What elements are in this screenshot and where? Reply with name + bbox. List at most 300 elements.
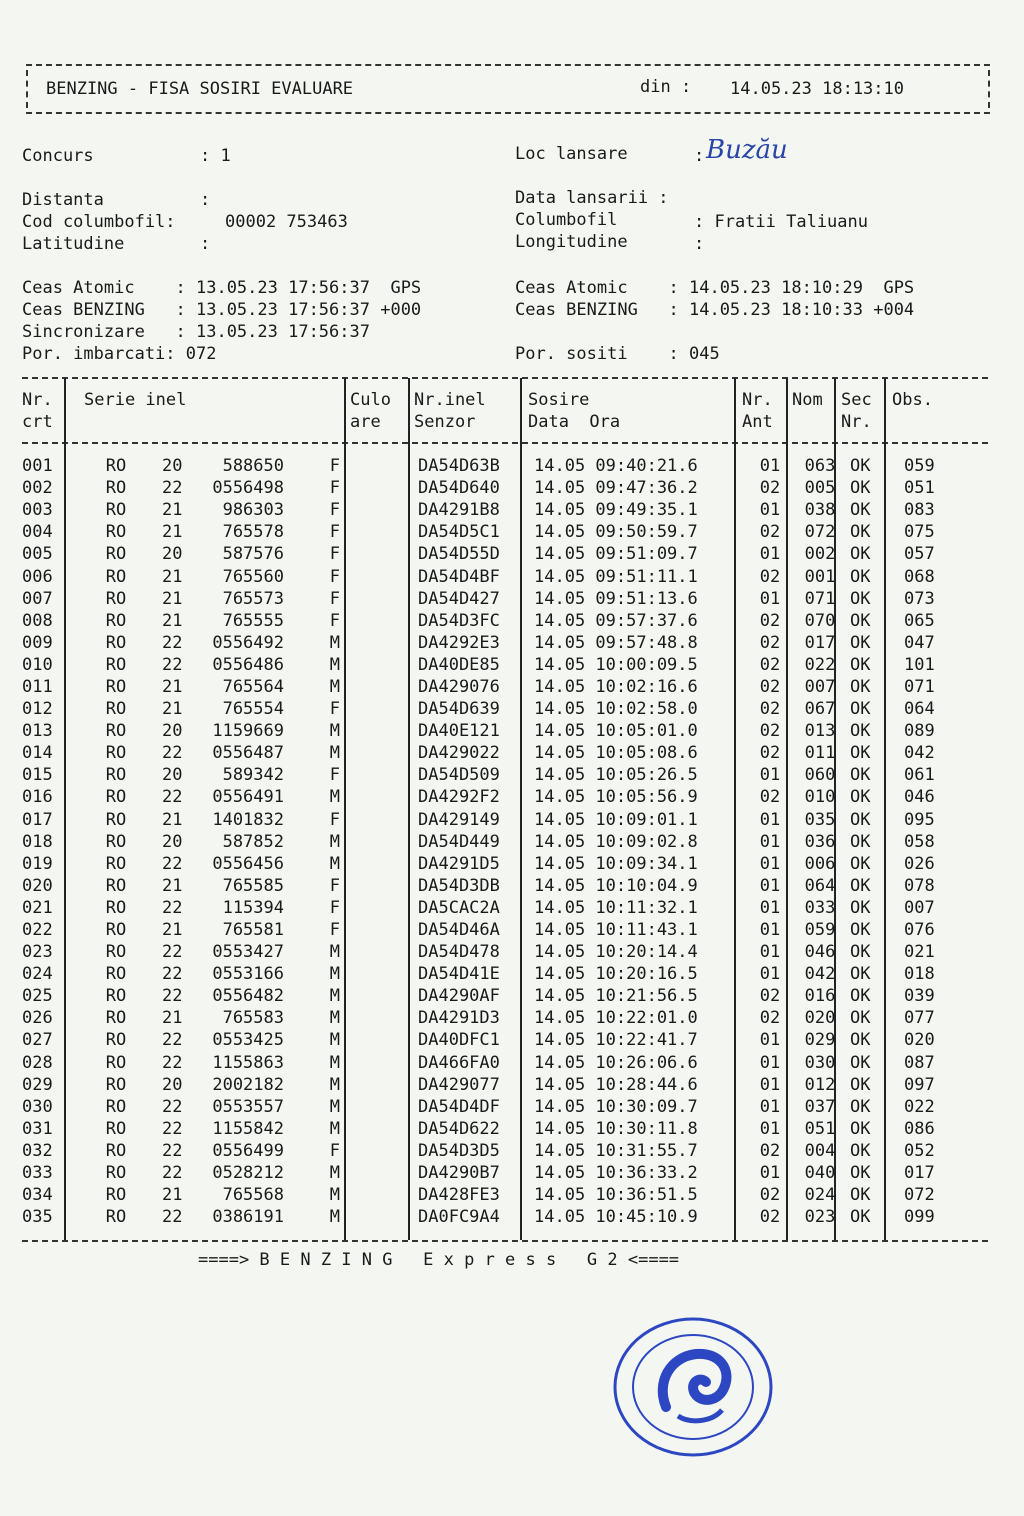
row-color [346, 1140, 412, 1162]
row-nom: 030 [804, 1052, 836, 1073]
row-sex: F [329, 566, 340, 587]
row-ring: 589342 [222, 765, 284, 786]
row-sec: OK [850, 632, 871, 653]
table-row [22, 1206, 954, 1228]
table-row [22, 875, 954, 897]
row-arrival: 14.05 10:00:09.5 [534, 654, 698, 675]
row-country: RO [105, 610, 127, 631]
row-country: RO [105, 986, 127, 1007]
row-country: RO [105, 743, 127, 764]
row-sensor: DA54D622 [418, 1118, 500, 1139]
row-nom: 023 [804, 1207, 836, 1228]
row-nom: 020 [804, 1008, 836, 1029]
row-obs: 018 [904, 964, 935, 985]
row-ring: 0556486 [212, 654, 284, 675]
row-arrival: 14.05 10:10:04.9 [534, 875, 698, 896]
row-sec: OK [850, 1163, 871, 1184]
th-nr-inel-2: Senzor [414, 412, 476, 432]
row-year: 20 [162, 544, 183, 565]
row-sex: M [329, 787, 340, 808]
row-obs: 047 [904, 632, 935, 653]
row-color [346, 919, 412, 941]
row-ring: 0556456 [212, 853, 284, 874]
row-sex: F [329, 875, 340, 896]
row-sex: F [329, 478, 340, 499]
row-sensor: DA428FE3 [418, 1185, 500, 1206]
row-obs: 039 [904, 986, 935, 1007]
row-nom: 064 [804, 875, 836, 896]
row-sec: OK [850, 721, 871, 742]
ceas-benzing-start: Ceas BENZING : 13.05.23 17:56:37 +000 [22, 300, 422, 320]
row-color [346, 764, 412, 786]
row-obs: 075 [904, 522, 935, 543]
row-color [346, 1162, 412, 1184]
row-sex: F [329, 897, 340, 918]
row-ring: 765560 [222, 566, 284, 587]
table-row [22, 897, 954, 919]
table-row [22, 1162, 954, 1184]
row-nom: 002 [804, 544, 836, 565]
row-country: RO [105, 964, 127, 985]
row-sensor: DA429149 [418, 809, 500, 830]
row-ring: 765585 [222, 875, 284, 896]
table-row [22, 565, 954, 587]
document-title: BENZING - FISA SOSIRI EVALUARE [46, 79, 354, 99]
row-sensor: DA54D4BF [418, 566, 500, 587]
row-arrival: 14.05 09:49:35.1 [534, 500, 698, 521]
th-nr-crt-2: crt [22, 412, 53, 432]
loc-colon: : [694, 146, 705, 166]
row-color [346, 1007, 412, 1029]
th-culoare-1: Culo [350, 390, 391, 410]
club-stamp-icon [608, 1312, 778, 1462]
row-sensor: DA54D63B [418, 456, 500, 477]
row-sec: OK [850, 986, 871, 1007]
row-nr: 002 [22, 478, 53, 499]
row-country: RO [105, 875, 127, 896]
row-sec: OK [850, 1074, 871, 1095]
row-year: 22 [162, 632, 183, 653]
row-nom: 004 [804, 1140, 836, 1161]
lat-label: Latitudine [22, 234, 125, 254]
table-row [22, 455, 954, 477]
row-ring: 765573 [222, 588, 284, 609]
row-country: RO [105, 1030, 127, 1051]
row-sensor: DA429076 [418, 676, 500, 697]
row-arrival: 14.05 10:20:14.4 [534, 942, 698, 963]
row-sec: OK [850, 522, 871, 543]
row-nr: 033 [22, 1163, 53, 1184]
row-country: RO [105, 897, 127, 918]
th-serie-inel: Serie inel [84, 390, 187, 410]
long-value: : [694, 234, 705, 254]
table-row [22, 809, 954, 831]
row-obs: 097 [904, 1074, 935, 1095]
row-arrival: 14.05 10:09:34.1 [534, 853, 698, 874]
row-sec: OK [850, 1140, 871, 1161]
row-sec: OK [850, 478, 871, 499]
row-color [346, 477, 412, 499]
row-year: 21 [162, 1008, 183, 1029]
table-row [22, 941, 954, 963]
row-ring: 0556491 [212, 787, 284, 808]
row-nr: 021 [22, 897, 53, 918]
row-sex: M [329, 1074, 340, 1095]
row-nr-ant: 02 [759, 1140, 781, 1161]
row-nr-ant: 02 [759, 721, 781, 742]
th-culoare-2: are [350, 412, 381, 432]
row-color [346, 455, 412, 477]
row-nr: 022 [22, 920, 53, 941]
row-sec: OK [850, 809, 871, 830]
row-nom: 059 [804, 920, 836, 941]
row-ring: 986303 [222, 500, 284, 521]
row-nr: 014 [22, 743, 53, 764]
row-year: 22 [162, 1118, 183, 1139]
footer-banner: ====> B E N Z I N G E x p r e s s G 2 <==== [198, 1250, 680, 1270]
row-arrival: 14.05 10:09:01.1 [534, 809, 698, 830]
row-sex: M [329, 632, 340, 653]
row-arrival: 14.05 10:36:33.2 [534, 1163, 698, 1184]
row-arrival: 14.05 10:22:41.7 [534, 1030, 698, 1051]
row-country: RO [105, 920, 127, 941]
row-ring: 0556482 [212, 986, 284, 1007]
row-sex: M [329, 1207, 340, 1228]
row-ring: 1159669 [212, 721, 284, 742]
th-nr-ant-1: Nr. [742, 390, 773, 410]
row-nom: 010 [804, 787, 836, 808]
row-nr: 005 [22, 544, 53, 565]
row-obs: 068 [904, 566, 935, 587]
row-nom: 012 [804, 1074, 836, 1095]
row-nr: 018 [22, 831, 53, 852]
row-year: 22 [162, 1030, 183, 1051]
row-nr: 007 [22, 588, 53, 609]
row-nr-ant: 02 [759, 610, 781, 631]
row-country: RO [105, 1118, 127, 1139]
row-ring: 0528212 [212, 1163, 284, 1184]
row-year: 21 [162, 875, 183, 896]
table-row [22, 632, 954, 654]
row-ring: 0556492 [212, 632, 284, 653]
row-sec: OK [850, 853, 871, 874]
row-nr: 024 [22, 964, 53, 985]
row-sex: F [329, 588, 340, 609]
row-nr-ant: 01 [759, 1074, 781, 1095]
row-nr: 017 [22, 809, 53, 830]
row-ring: 1155842 [212, 1118, 284, 1139]
row-sec: OK [850, 456, 871, 477]
row-sex: M [329, 853, 340, 874]
row-year: 22 [162, 853, 183, 874]
row-arrival: 14.05 09:57:48.8 [534, 632, 698, 653]
row-nr-ant: 01 [759, 1030, 781, 1051]
row-nom: 051 [804, 1118, 836, 1139]
row-arrival: 14.05 10:05:01.0 [534, 721, 698, 742]
row-arrival: 14.05 10:21:56.5 [534, 986, 698, 1007]
row-sec: OK [850, 897, 871, 918]
date-label: din : [640, 77, 692, 97]
row-obs: 017 [904, 1163, 935, 1184]
row-year: 21 [162, 920, 183, 941]
row-sex: F [329, 544, 340, 565]
row-color [346, 809, 412, 831]
table-row [22, 499, 954, 521]
table-row [22, 698, 954, 720]
row-country: RO [105, 721, 127, 742]
row-country: RO [105, 676, 127, 697]
row-sex: M [329, 743, 340, 764]
table-row [22, 963, 954, 985]
row-nom: 001 [804, 566, 836, 587]
row-color [346, 1096, 412, 1118]
row-nom: 005 [804, 478, 836, 499]
table-row [22, 543, 954, 565]
row-nr-ant: 01 [759, 500, 781, 521]
row-obs: 072 [904, 1185, 935, 1206]
row-nr: 011 [22, 676, 53, 697]
row-nr-ant: 01 [759, 1118, 781, 1139]
row-year: 22 [162, 942, 183, 963]
row-obs: 007 [904, 897, 935, 918]
row-sex: M [329, 986, 340, 1007]
th-nr-inel-1: Nr.inel [414, 390, 486, 410]
row-nr: 010 [22, 654, 53, 675]
row-obs: 061 [904, 765, 935, 786]
row-obs: 078 [904, 875, 935, 896]
row-arrival: 14.05 09:50:59.7 [534, 522, 698, 543]
row-nom: 063 [804, 456, 836, 477]
row-year: 21 [162, 522, 183, 543]
row-sex: F [329, 1140, 340, 1161]
row-obs: 022 [904, 1096, 935, 1117]
row-nom: 029 [804, 1030, 836, 1051]
row-color [346, 521, 412, 543]
row-nr-ant: 01 [759, 942, 781, 963]
row-color [346, 1029, 412, 1051]
row-color [346, 654, 412, 676]
row-nr-ant: 01 [759, 456, 781, 477]
row-sensor: DA54D3DB [418, 875, 500, 896]
row-sec: OK [850, 942, 871, 963]
row-year: 20 [162, 765, 183, 786]
row-ring: 0553166 [212, 964, 284, 985]
table-row [22, 676, 954, 698]
row-ring: 1155863 [212, 1052, 284, 1073]
row-sensor: DA0FC9A4 [418, 1207, 500, 1228]
row-color [346, 897, 412, 919]
row-country: RO [105, 1074, 127, 1095]
th-sec-2: Nr. [841, 412, 872, 432]
row-obs: 073 [904, 588, 935, 609]
row-nom: 072 [804, 522, 836, 543]
row-ring: 765568 [222, 1185, 284, 1206]
row-ring: 0386191 [212, 1207, 284, 1228]
ceas-atomic-start: Ceas Atomic : 13.05.23 17:56:37 GPS [22, 278, 422, 298]
table-row [22, 764, 954, 786]
row-color [346, 1052, 412, 1074]
row-year: 21 [162, 809, 183, 830]
row-color [346, 963, 412, 985]
row-arrival: 14.05 10:05:08.6 [534, 743, 698, 764]
row-sex: F [329, 699, 340, 720]
row-year: 22 [162, 1052, 183, 1073]
row-country: RO [105, 699, 127, 720]
row-color [346, 1118, 412, 1140]
row-sensor: DA4290B7 [418, 1163, 500, 1184]
row-arrival: 14.05 10:28:44.6 [534, 1074, 698, 1095]
row-nom: 071 [804, 588, 836, 609]
row-nr-ant: 01 [759, 920, 781, 941]
row-year: 22 [162, 654, 183, 675]
row-arrival: 14.05 09:51:09.7 [534, 544, 698, 565]
row-nr-ant: 01 [759, 809, 781, 830]
concurs-value: : 1 [200, 146, 231, 166]
row-country: RO [105, 544, 127, 565]
row-ring: 2002182 [212, 1074, 284, 1095]
row-ring: 765578 [222, 522, 284, 543]
row-nr: 001 [22, 456, 53, 477]
row-obs: 087 [904, 1052, 935, 1073]
row-sec: OK [850, 1207, 871, 1228]
row-nr-ant: 02 [759, 654, 781, 675]
row-sec: OK [850, 787, 871, 808]
loc-handwritten: Buzău [706, 135, 788, 165]
row-year: 22 [162, 478, 183, 499]
row-country: RO [105, 522, 127, 543]
row-nom: 046 [804, 942, 836, 963]
row-sensor: DA4291D5 [418, 853, 500, 874]
row-country: RO [105, 853, 127, 874]
row-arrival: 14.05 10:45:10.9 [534, 1207, 698, 1228]
por-sositi: Por. sositi : 045 [515, 344, 720, 364]
row-color [346, 610, 412, 632]
row-nr-ant: 01 [759, 1163, 781, 1184]
row-nr-ant: 01 [759, 875, 781, 896]
row-nr: 029 [22, 1074, 53, 1095]
arrivals-table [22, 455, 954, 1228]
row-nr-ant: 01 [759, 853, 781, 874]
row-nr: 004 [22, 522, 53, 543]
row-color [346, 565, 412, 587]
row-arrival: 14.05 10:05:56.9 [534, 787, 698, 808]
row-obs: 101 [904, 654, 935, 675]
row-arrival: 14.05 10:26:06.6 [534, 1052, 698, 1073]
sincronizare: Sincronizare : 13.05.23 17:56:37 [22, 322, 370, 342]
row-ring: 765583 [222, 1008, 284, 1029]
row-sec: OK [850, 676, 871, 697]
row-sec: OK [850, 765, 871, 786]
row-color [346, 742, 412, 764]
row-year: 21 [162, 676, 183, 697]
row-nr: 020 [22, 875, 53, 896]
row-arrival: 14.05 09:57:37.6 [534, 610, 698, 631]
row-sensor: DA54D41E [418, 964, 500, 985]
row-nom: 007 [804, 676, 836, 697]
row-color [346, 831, 412, 853]
th-obs: Obs. [892, 390, 933, 410]
row-nr-ant: 02 [759, 1185, 781, 1206]
row-sensor: DA5CAC2A [418, 897, 500, 918]
row-nom: 060 [804, 765, 836, 786]
row-nr: 035 [22, 1207, 53, 1228]
table-row [22, 985, 954, 1007]
row-year: 22 [162, 1140, 183, 1161]
row-color [346, 853, 412, 875]
table-row [22, 1029, 954, 1051]
row-year: 22 [162, 743, 183, 764]
row-color [346, 985, 412, 1007]
row-sensor: DA54D639 [418, 699, 500, 720]
row-ring: 0553425 [212, 1030, 284, 1051]
row-nom: 037 [804, 1096, 836, 1117]
row-sensor: DA54D46A [418, 920, 500, 941]
row-ring: 0556498 [212, 478, 284, 499]
row-nr-ant: 02 [759, 478, 781, 499]
row-sec: OK [850, 743, 871, 764]
row-color [346, 632, 412, 654]
row-nr-ant: 01 [759, 964, 781, 985]
row-nr-ant: 02 [759, 632, 781, 653]
row-sensor: DA40DFC1 [418, 1030, 500, 1051]
row-nom: 006 [804, 853, 836, 874]
row-sex: M [329, 942, 340, 963]
row-nr-ant: 02 [759, 743, 781, 764]
row-obs: 064 [904, 699, 935, 720]
row-obs: 077 [904, 1008, 935, 1029]
row-country: RO [105, 765, 127, 786]
row-sec: OK [850, 831, 871, 852]
table-row [22, 1118, 954, 1140]
row-nr-ant: 01 [759, 588, 781, 609]
row-nom: 036 [804, 831, 836, 852]
row-sensor: DA40DE85 [418, 654, 500, 675]
row-year: 20 [162, 456, 183, 477]
row-sex: F [329, 522, 340, 543]
row-country: RO [105, 1096, 127, 1117]
row-sensor: DA466FA0 [418, 1052, 500, 1073]
data-lansarii-label: Data lansarii : [515, 188, 669, 208]
row-nr-ant: 02 [759, 566, 781, 587]
row-nr-ant: 01 [759, 1052, 781, 1073]
th-sec-1: Sec [841, 390, 872, 410]
row-sec: OK [850, 566, 871, 587]
row-year: 21 [162, 1185, 183, 1206]
row-sec: OK [850, 588, 871, 609]
row-year: 21 [162, 566, 183, 587]
row-sec: OK [850, 875, 871, 896]
row-sensor: DA54D55D [418, 544, 500, 565]
row-sec: OK [850, 1096, 871, 1117]
ceas-benzing-end: Ceas BENZING : 14.05.23 18:10:33 +004 [515, 300, 915, 320]
row-arrival: 14.05 10:20:16.5 [534, 964, 698, 985]
row-color [346, 676, 412, 698]
row-sex: M [329, 1118, 340, 1139]
columbofil-value: : Fratii Taliuanu [694, 212, 868, 232]
row-year: 22 [162, 964, 183, 985]
row-sex: M [329, 1163, 340, 1184]
row-sensor: DA54D509 [418, 765, 500, 786]
row-sex: F [329, 500, 340, 521]
row-obs: 083 [904, 500, 935, 521]
row-nom: 024 [804, 1185, 836, 1206]
row-arrival: 14.05 09:51:11.1 [534, 566, 698, 587]
row-arrival: 14.05 10:30:09.7 [534, 1096, 698, 1117]
row-nom: 017 [804, 632, 836, 653]
row-country: RO [105, 1185, 127, 1206]
row-ring: 0556499 [212, 1140, 284, 1161]
row-ring: 765555 [222, 610, 284, 631]
